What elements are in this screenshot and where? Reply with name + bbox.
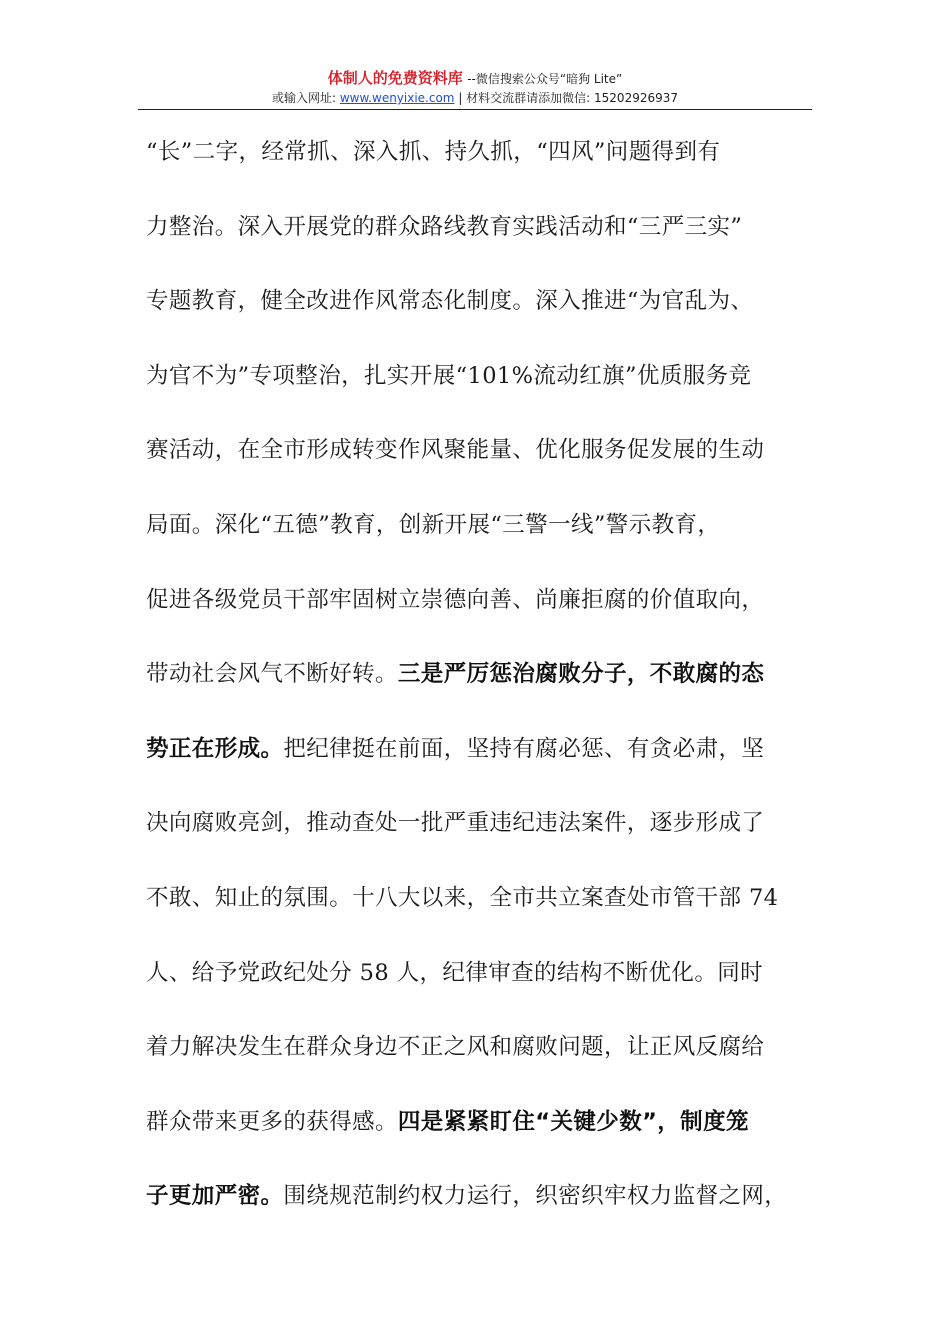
text-line bbox=[146, 1100, 810, 1175]
line-segment: 力整治。深入开展党的群众路线教育实践活动和“三严三实” bbox=[146, 213, 743, 240]
bold-heading-segment: 三是严厉惩治腐败分子，不敢腐的态 bbox=[397, 661, 765, 688]
text-line bbox=[146, 876, 810, 951]
bold-heading-segment: 四是紧紧盯住“关键少数”，制度笼 bbox=[397, 1108, 749, 1135]
header-title-line bbox=[138, 68, 812, 89]
line-segment: 为官不为”专项整治，扎实开展“101%流动红旗”优质服务竞 bbox=[146, 362, 752, 389]
line-segment: 决向腐败亮剑，推动查处一批严重违纪违法案件，逐步形成了 bbox=[146, 810, 765, 837]
text-line bbox=[146, 428, 810, 503]
bold-heading-segment: 势正在形成。 bbox=[146, 735, 284, 762]
site-url-link[interactable]: www.wenyixie.com bbox=[339, 91, 455, 105]
text-line bbox=[146, 652, 810, 727]
text-line bbox=[146, 801, 810, 876]
line-segment: 专题教育，健全改进作风常态化制度。深入推进“为官乱为、 bbox=[146, 288, 754, 315]
bold-heading-segment: 子更加严密。 bbox=[146, 1183, 284, 1210]
text-line bbox=[146, 1025, 810, 1100]
page-header bbox=[138, 68, 812, 107]
line-segment: 人、给予党政纪处分 58 人，纪律审查的结构不断优化。同时 bbox=[146, 959, 764, 986]
line-segment: 群众带来更多的获得感。 bbox=[146, 1108, 398, 1135]
line-segment: 把纪律挺在前面，坚持有腐必惩、有贪必肃，坚 bbox=[283, 735, 765, 762]
text-line bbox=[146, 279, 810, 354]
line-segment: 围绕规范制约权力运行，织密织牢权力监督之网， bbox=[283, 1183, 788, 1210]
text-line bbox=[146, 951, 810, 1026]
url-prefix: 或输入网址: bbox=[271, 91, 340, 105]
line-segment: “长”二字，经常抓、深入抓、持久抓，“四风”问题得到有 bbox=[146, 139, 721, 165]
group-info: | 材料交流群请添加微信: 15202926937 bbox=[454, 91, 679, 105]
text-line bbox=[146, 503, 810, 578]
text-line bbox=[146, 578, 810, 653]
text-line bbox=[146, 727, 810, 802]
text-line bbox=[146, 1174, 810, 1249]
line-segment: 促进各级党员干部牢固树立崇德向善、尚廉拒腐的价值取向， bbox=[146, 586, 765, 613]
line-segment: 赛活动，在全市形成转变作风聚能量、优化服务促发展的生动 bbox=[146, 437, 765, 464]
line-segment: 着力解决发生在群众身边不正之风和腐败问题，让正风反腐给 bbox=[146, 1034, 765, 1061]
line-segment: 带动社会风气不断好转。 bbox=[146, 661, 398, 688]
text-line bbox=[146, 354, 810, 429]
header-info-line bbox=[138, 89, 812, 107]
text-line bbox=[146, 130, 810, 205]
body-text bbox=[146, 130, 810, 1249]
line-segment: 不敢、知止的氛围。十八大以来，全市共立案查处市管干部 74 bbox=[146, 884, 779, 911]
wechat-tag: --微信搜索公众号“暗狗 Lite” bbox=[467, 72, 623, 86]
site-name: 体制人的免费资料库 bbox=[327, 69, 463, 87]
text-line bbox=[146, 205, 810, 280]
header-divider bbox=[138, 109, 812, 110]
line-segment: 局面。深化“五德”教育，创新开展“三警一线”警示教育， bbox=[146, 511, 721, 538]
